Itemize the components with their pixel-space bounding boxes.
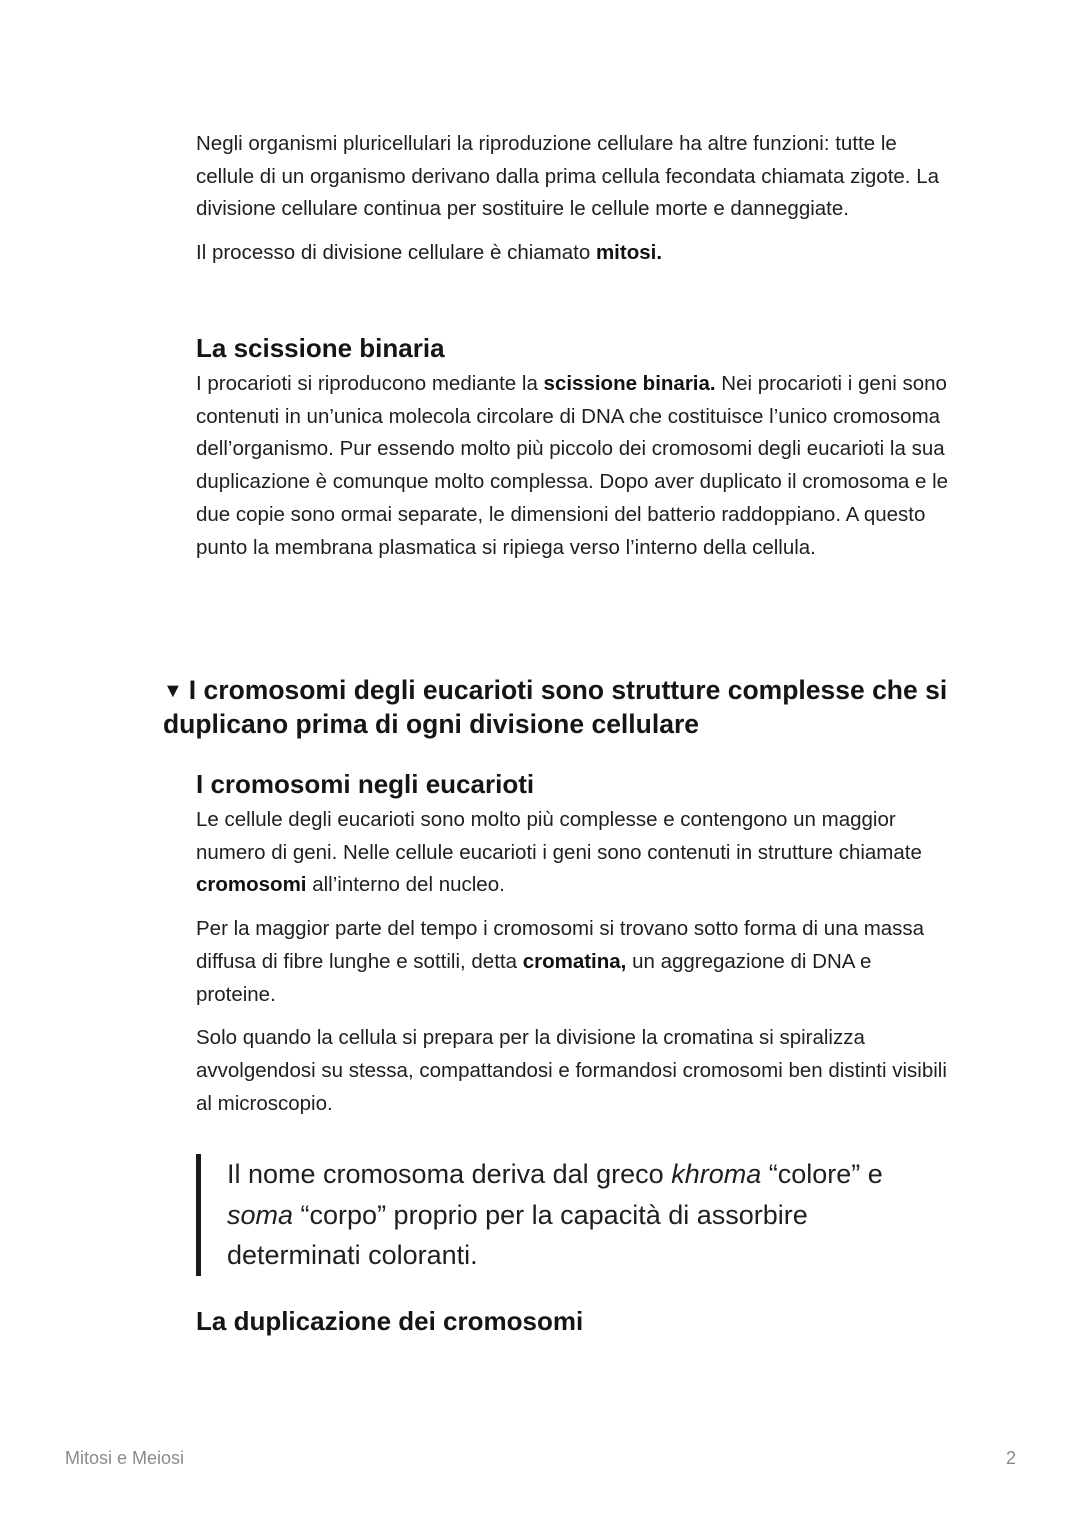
cromosomi-paragraph-1: [196, 804, 956, 902]
cromosomi-paragraph-3: Solo quando la cellula si prepara per la divisione la cromatina si spiralizza avvolgendosi su stessa, compattandosi e formandosi cromosomi ben distinti visibili al microscopio.: [196, 1026, 947, 1115]
duplicazione-section: [196, 1303, 956, 1339]
quote-text-3: “corpo” proprio per la capacità di assorbire determinati coloranti.: [227, 1199, 808, 1270]
footer-page-number: 2: [1005, 1448, 1016, 1468]
intro-paragraph: Negli organismi pluricellulari la riproduzione cellulare ha altre funzioni: tutte le cellule di un organismo derivano dalla prima cellula fecondata chiamata zigote. La divisione cellulare continua per sostituire le cellule morte e danneggiate.: [196, 132, 939, 221]
scissione-heading: La scissione binaria: [196, 333, 445, 363]
quote-italic-khroma: khroma: [671, 1159, 762, 1189]
scissione-section: [196, 330, 956, 575]
scissione-text-2: Nei procarioti i geni sono contenuti in un’unica molecola circolare di DNA che costituisce l’unico cromosoma dell’organismo. Pur essendo molto più piccolo dei cromosomi degli eucarioti la sua duplicazione è comunque molto complessa. Dopo aver duplicato il cromosoma e le due copie sono ormai separate, le dimensioni del batterio raddoppiano. A questo punto la membrana plasmatica si ripiega verso l’interno della cellula.: [196, 372, 949, 559]
scissione-bold: scissione binaria.: [543, 372, 716, 395]
scissione-paragraph: [196, 368, 956, 564]
mitosi-paragraph: [196, 237, 956, 270]
cromosomi-heading: I cromosomi negli eucarioti: [196, 769, 535, 799]
toggle-heading[interactable]: [163, 674, 963, 741]
cromosomi-p2-text-2: un aggregazione di DNA e proteine.: [196, 949, 872, 1006]
cromatina-bold: cromatina,: [522, 949, 627, 973]
cromosomi-bold: cromosomi: [196, 873, 307, 897]
footer-document-title: Mitosi e Meiosi: [65, 1448, 185, 1468]
scissione-text-1: I procarioti si riproducono mediante la: [196, 372, 544, 395]
quote-text-2: “colore” e: [761, 1159, 883, 1189]
cromosomi-p2-text-1: Per la maggior parte del tempo i cromosomi si trovano sotto forma di una massa diffusa di fibre lunghe e sottili, detta: [196, 917, 925, 973]
toggle-heading-text: I cromosomi degli eucarioti sono strutture complesse che si duplicano prima di ogni divisione cellulare: [163, 675, 948, 739]
cromosomi-section: [196, 766, 956, 1131]
mitosi-bold: mitosi.: [595, 241, 663, 265]
toggle-triangle-icon[interactable]: ▼: [163, 680, 183, 702]
cromosomi-p1-text-2: all’interno del nucleo.: [306, 873, 505, 897]
duplicazione-heading: La duplicazione dei cromosomi: [196, 1306, 584, 1336]
quote-text-1: Il nome cromosoma deriva dal greco: [227, 1159, 672, 1189]
mitosi-text: Il processo di divisione cellulare è chiamato: [196, 241, 596, 265]
cromosomi-paragraph-2: [196, 913, 956, 1011]
quote-italic-soma: soma: [227, 1199, 294, 1230]
intro-section: [196, 128, 956, 281]
cromosomi-p1-text-1: Le cellule degli eucarioti sono molto più complesse e contengono un maggior numero di geni. Nelle cellule eucarioti i geni sono contenuti in strutture chiamate: [196, 808, 922, 864]
quote-text: [196, 1154, 896, 1276]
quote-block: [196, 1154, 896, 1276]
